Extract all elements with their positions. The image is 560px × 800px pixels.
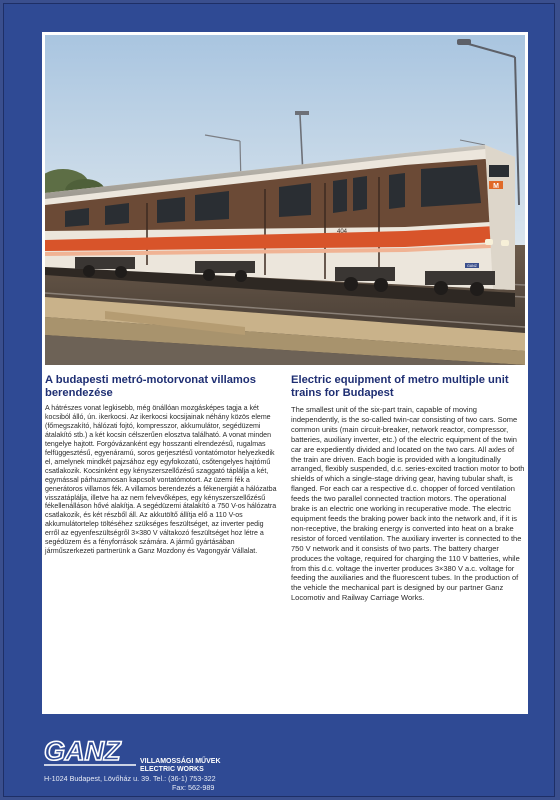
hungarian-title: A budapesti metró-motorvonat villamos berendezése [45, 374, 256, 399]
builder-plate: GANZ [467, 264, 477, 268]
metro-train-photo [45, 35, 525, 365]
address-line: H-1024 Budapest, Lövőház u. 39. Tel.: (36-1) 753-322 [44, 774, 216, 783]
company-name [140, 758, 300, 773]
content-card [42, 32, 528, 714]
contact-address [44, 774, 304, 792]
english-title: Electric equipment of metro multiple unit trains for Budapest [291, 374, 509, 399]
english-body: The smallest unit of the six-part train, capable of moving independently, is the so-called twin-car consisting of two cars. Some common units (main circuit-breaker, network reactor, compressor, batteries, auxiliary inverter, etc.) of the electric equipment of the twin car are expediently divided and located on the two cars. All axles of the train are driven. Each bogie is provided with a longitudinally arranged, flexibly suspended, d.c. series-excited traction motor to both shields of which a single-stage driving gear, having tubular shaft, is flanged. For each car a respective d.c. chopper of forced ventilation feeds the two parallel connected traction motors. The operational brake is an electric one working in recuperative mode. The electric equipment feeds the braking power back into the network and, if it is non-receptive, the braking energy is converted into heat on a brake resistor of forced ventilation. The auxiliary inverter is connected to the 750 V network and it consists of two parts. The battery charger produces the voltage, required for charging the 110 V batteries, while from this d.c. voltage the inverter produces 3×380 V a.c. voltage for feeding the auxiliaries and the fluorescent tubes. In the production of the vehicle the mechanical part is designed by our partner Ganz Locomotiv and Railway Carriage Works. [291, 405, 525, 603]
hungarian-column [45, 374, 279, 557]
ganz-logo [42, 735, 138, 769]
company-name-en: ELECTRIC WORKS [140, 765, 204, 773]
car-number: 404 [337, 229, 348, 235]
logo-wordmark: GANZ [44, 736, 121, 766]
english-column [291, 374, 525, 603]
company-name-hu: VILLAMOSSÁGI MŰVEK [140, 758, 221, 765]
footer [42, 735, 528, 795]
hungarian-body: A hátrészes vonat legkisebb, még önállóan mozgásképes tagja a két kocsiból álló, ún. ikerkocsi. Az ikerkocsi kocsijainak néhány közös eleme (főmegszakító, hálózati fojtó, kompresszor, akkumulátor, segédüzemi átalakító stb.) a két kocsin célszerűen elosztva található. A vonat minden tengelye hajtott. Forgóvázanként egy hosszanti elrendezésű, rugalmas felfüggesztésű, egyenáramú, soros gerjesztésű vontatómotor helyezkedik el, amelynek mindkét pajzsához egy egyfokozatú, csőtengelyes hajtómű csatlakozik. Kocsinként egy kényszerszellőzésű szaggató táplálja a két, egymással párhuzamosan kapcsolt vontatómotort. Az üzemi fék a generátoros villamos fék. A villamos berendezés a fékenergiát a hálózatba visszatáplálja, illetve ha az nem felvevőképes, egy kényszerszellőzésű fékellenálláson hővé alakítja. A segédüzemi átalakító a 750 V-os hálózatra csatlakozik, és két részből áll. Az akkutöltő állítja elő a 110 V-os akkumulátortelep töltéséhez szükséges feszültséget, az inverter pedig erről az egyenfeszültségről 3×380 V váltakozó feszültséget hoz létre a segédüzem és a fényforrások számára. A jármű gyártásában járműszerkezeti partnerünk a Ganz Mozdony és Vagongyár Vállalat. [45, 405, 277, 556]
metro-badge: M [493, 183, 499, 190]
fax-line: Fax: 562-989 [172, 783, 215, 792]
